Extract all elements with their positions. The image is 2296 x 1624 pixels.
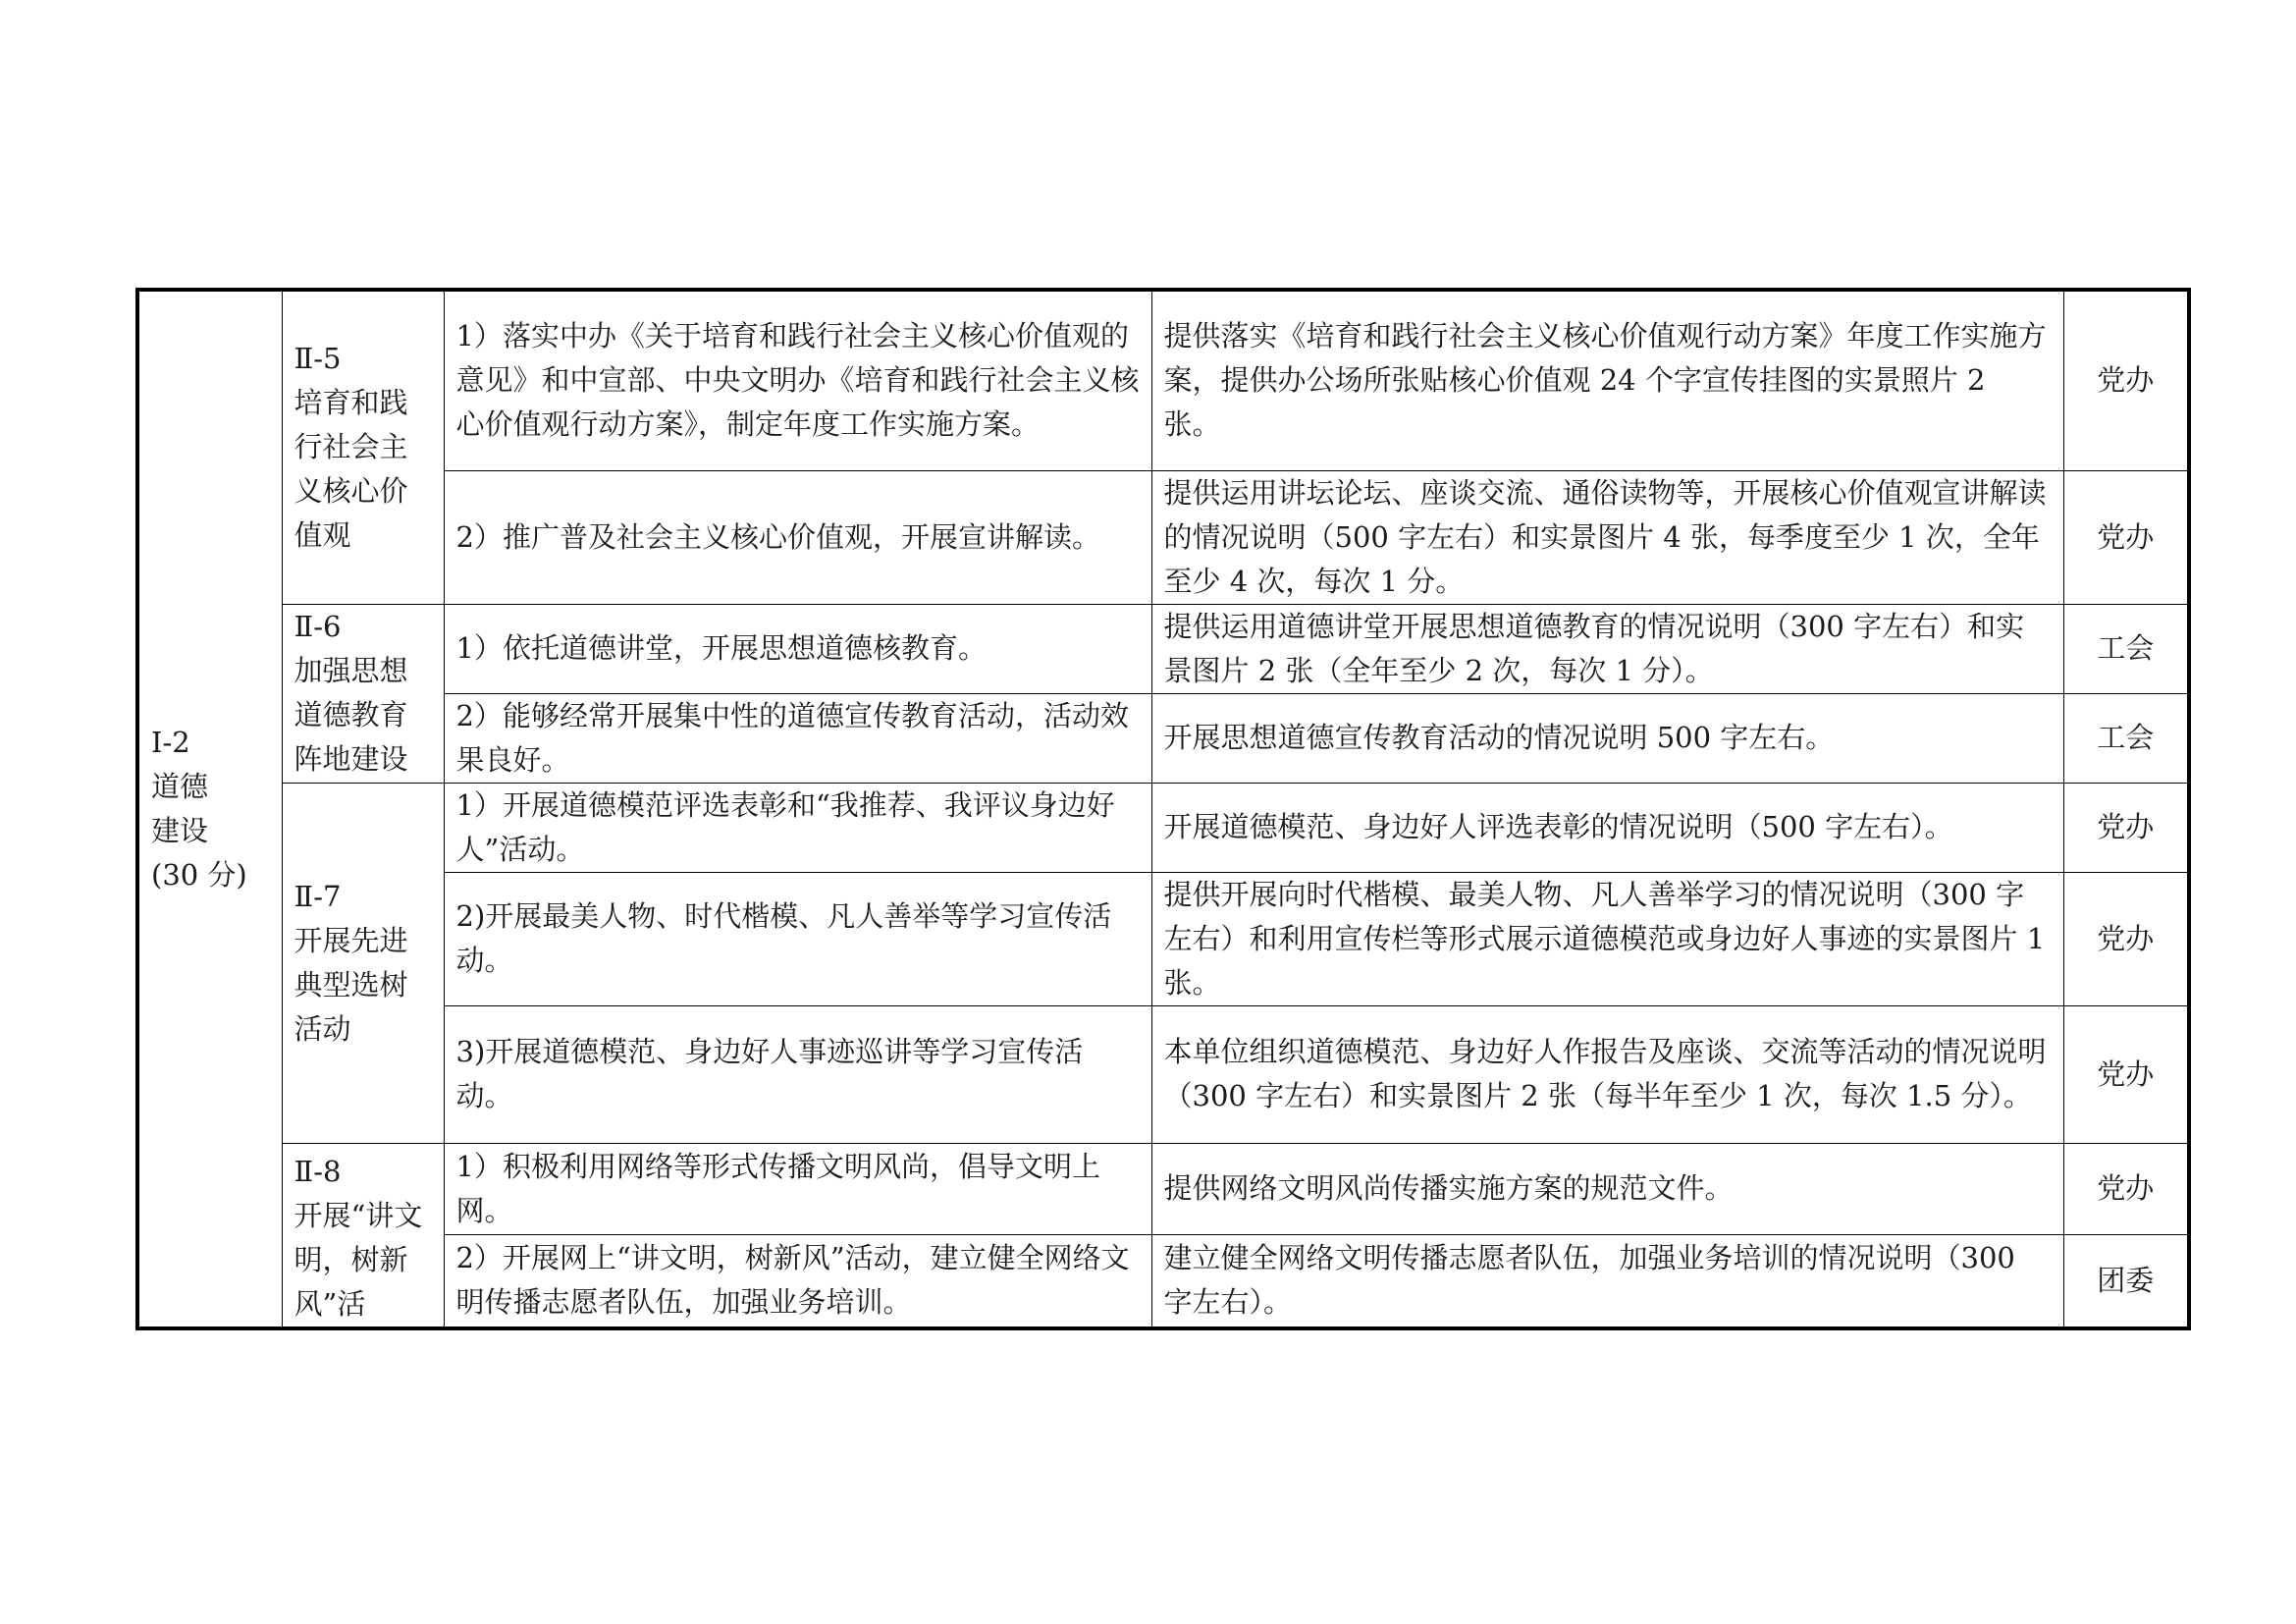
indicator-cell (282, 1143, 444, 1328)
table-row (137, 1235, 2189, 1328)
indicator-title: 开展先进典型选树活动 (294, 923, 408, 1046)
evaluation-table (135, 288, 2191, 1330)
level1-cell (137, 290, 282, 1328)
department-cell: 党办 (2063, 1143, 2189, 1235)
level1-code: Ⅰ-2 (151, 725, 190, 759)
requirement-cell: 2）开展网上“讲文明，树新风”活动，建立健全网络文明传播志愿者队伍，加强业务培训。 (444, 1235, 1151, 1328)
requirement-cell: 2）推广普及社会主义核心价值观，开展宣讲解读。 (444, 470, 1151, 604)
indicator-code: Ⅱ-6 (294, 610, 342, 643)
department-cell: 党办 (2063, 290, 2189, 470)
indicator-code: Ⅱ-5 (294, 342, 342, 376)
indicator-cell (282, 783, 444, 1143)
table-row (137, 872, 2189, 1005)
evidence-cell: 开展思想道德宣传教育活动的情况说明 500 字左右。 (1151, 693, 2063, 783)
department-cell: 党办 (2063, 872, 2189, 1005)
table-row (137, 693, 2189, 783)
evidence-cell: 提供网络文明风尚传播实施方案的规范文件。 (1151, 1143, 2063, 1235)
requirement-cell: 1）依托道德讲堂，开展思想道德核教育。 (444, 604, 1151, 693)
indicator-title: 加强思想道德教育阵地建设 (294, 654, 408, 776)
indicator-cell (282, 290, 444, 604)
department-cell: 党办 (2063, 783, 2189, 872)
table-row (137, 604, 2189, 693)
evidence-cell: 开展道德模范、身边好人评选表彰的情况说明（500 字左右）。 (1151, 783, 2063, 872)
table-row (137, 783, 2189, 872)
department-cell: 党办 (2063, 470, 2189, 604)
table-row (137, 1005, 2189, 1143)
department-cell: 团委 (2063, 1235, 2189, 1328)
requirement-cell: 1）积极利用网络等形式传播文明风尚，倡导文明上网。 (444, 1143, 1151, 1235)
indicator-cell (282, 604, 444, 783)
level1-name: 道德建设 (151, 769, 209, 847)
department-cell: 工会 (2063, 604, 2189, 693)
evidence-cell: 建立健全网络文明传播志愿者队伍，加强业务培训的情况说明（300 字左右）。 (1151, 1235, 2063, 1328)
indicator-title: 培育和践行社会主义核心价值观 (294, 386, 408, 553)
table-row (137, 470, 2189, 604)
indicator-code: Ⅱ-7 (294, 879, 342, 913)
department-cell: 工会 (2063, 693, 2189, 783)
indicator-code: Ⅱ-8 (294, 1154, 342, 1188)
level1-score: (30 分) (151, 857, 247, 892)
table-row (137, 1143, 2189, 1235)
requirement-cell: 1）开展道德模范评选表彰和“我推荐、我评议身边好人”活动。 (444, 783, 1151, 872)
requirement-cell: 2)开展最美人物、时代楷模、凡人善举等学习宣传活动。 (444, 872, 1151, 1005)
evidence-cell: 提供运用道德讲堂开展思想道德教育的情况说明（300 字左右）和实景图片 2 张（全年至少 2 次，每次 1 分）。 (1151, 604, 2063, 693)
indicator-title: 开展“讲文明，树新风”活 (294, 1198, 423, 1321)
department-cell: 党办 (2063, 1005, 2189, 1143)
evidence-cell: 本单位组织道德模范、身边好人作报告及座谈、交流等活动的情况说明（300 字左右）和实景图片 2 张（每半年至少 1 次，每次 1.5 分）。 (1151, 1005, 2063, 1143)
requirement-cell: 1）落实中办《关于培育和践行社会主义核心价值观的意见》和中宣部、中央文明办《培育和践行社会主义核心价值观行动方案》，制定年度工作实施方案。 (444, 290, 1151, 470)
evidence-cell: 提供运用讲坛论坛、座谈交流、通俗读物等，开展核心价值观宣讲解读的情况说明（500 字左右）和实景图片 4 张，每季度至少 1 次，全年至少 4 次，每次 1 分。 (1151, 470, 2063, 604)
requirement-cell: 3)开展道德模范、身边好人事迹巡讲等学习宣传活动。 (444, 1005, 1151, 1143)
table-row (137, 290, 2189, 470)
evidence-cell: 提供落实《培育和践行社会主义核心价值观行动方案》年度工作实施方案，提供办公场所张贴核心价值观 24 个字宣传挂图的实景照片 2 张。 (1151, 290, 2063, 470)
evidence-cell: 提供开展向时代楷模、最美人物、凡人善举学习的情况说明（300 字左右）和利用宣传栏等形式展示道德模范或身边好人事迹的实景图片 1 张。 (1151, 872, 2063, 1005)
requirement-cell: 2）能够经常开展集中性的道德宣传教育活动，活动效果良好。 (444, 693, 1151, 783)
